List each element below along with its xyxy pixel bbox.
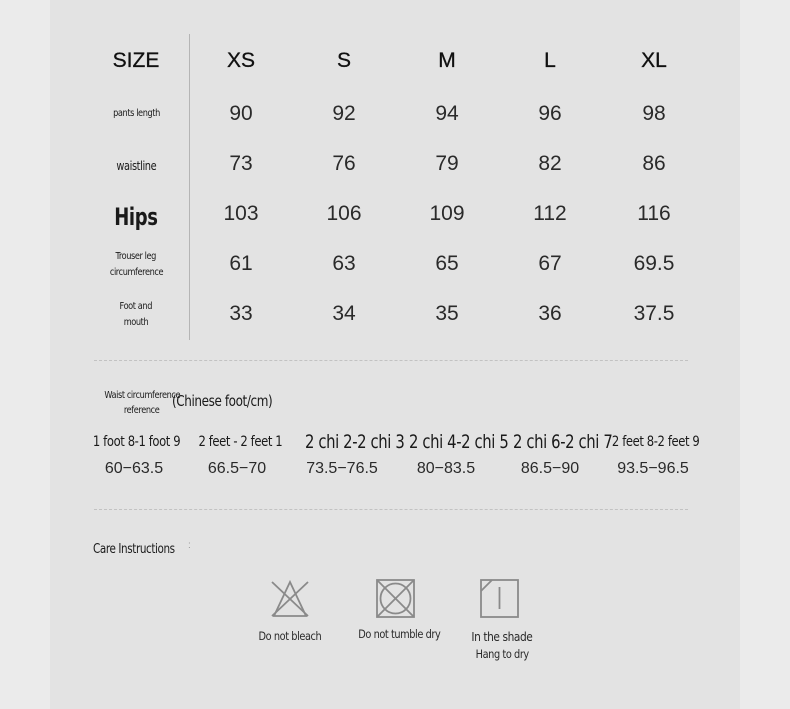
size-header-label: SIZE [112,49,160,72]
table-cell: 106 [326,202,362,225]
waist-ref-chinese: 2 feet - 2 feet 1 [198,434,283,450]
size-header-m: M [438,49,456,72]
waist-ref-cm: 80−83.5 [416,460,476,477]
waist-ref-cm: 86.5−90 [520,460,580,477]
size-header-xs: XS [226,49,255,72]
care-instructions-title: Care Instructions [93,542,175,557]
waist-ref-cm: 93.5−96.5 [617,460,689,477]
section-divider [94,360,688,361]
waist-reference-label: Waist circumference reference [104,390,180,416]
waist-ref-cm: 60−63.5 [104,460,164,477]
size-header-s: S [336,49,351,72]
dry-in-shade-icon [480,579,520,619]
table-cell: 73 [229,152,253,175]
row-label-pants-length: pants length [112,108,160,119]
table-cell: 36 [538,302,562,325]
table-cell: 82 [538,152,562,175]
table-cell: 35 [435,302,459,325]
size-header-xl: XL [641,49,667,72]
table-cell: 86 [642,152,666,175]
section-divider [94,509,688,510]
care-label-dry-in-shade: In the shade Hang to dry [471,629,533,661]
table-cell: 103 [223,202,259,225]
waist-ref-cm: 73.5−76.5 [306,460,378,477]
waist-ref-chinese: 2 feet 8-2 feet 9 [611,434,700,450]
waist-ref-chinese: 1 foot 8-1 foot 9 [92,434,181,450]
table-cell: 116 [637,202,671,225]
waist-ref-chinese: 2 chi 6-2 chi 7 [513,431,613,453]
table-cell: 76 [332,152,356,175]
row-label-trouser-leg-circumference: Trouser leg circumference [109,251,163,278]
table-cell: 98 [642,102,666,125]
row-label-hips: Hips [114,203,158,231]
care-label-do-not-bleach: Do not bleach [258,629,322,643]
table-cell: 61 [229,252,253,275]
table-cell: 109 [429,202,465,225]
care-separator: : [188,540,191,551]
table-cell: 94 [435,102,459,125]
table-vertical-divider [189,34,190,340]
table-cell: 92 [332,102,356,125]
do-not-tumble-dry-icon [376,579,415,618]
table-cell: 69.5 [633,252,675,275]
waist-ref-chinese: 2 chi 2-2 chi 3 [305,431,405,453]
size-header-l: L [544,49,556,72]
waist-reference-unit-note: (Chinese foot/cm) [172,392,273,410]
table-cell: 34 [332,302,356,325]
table-cell: 67 [538,252,562,275]
waist-ref-cm: 66.5−70 [207,460,267,477]
table-cell: 96 [538,102,562,125]
do-not-bleach-icon [270,580,310,618]
row-label-foot-and-mouth: Foot and mouth [119,301,153,328]
table-cell: 33 [229,302,253,325]
care-label-do-not-tumble-dry: Do not tumble dry [357,627,441,641]
table-cell: 65 [435,252,459,275]
table-cell: 90 [229,102,253,125]
table-cell: 37.5 [633,302,675,325]
row-label-waistline: waistline [116,159,156,173]
table-cell: 63 [332,252,356,275]
table-cell: 79 [435,152,459,175]
waist-ref-chinese: 2 chi 4-2 chi 5 [409,431,509,453]
table-cell: 112 [533,202,567,225]
